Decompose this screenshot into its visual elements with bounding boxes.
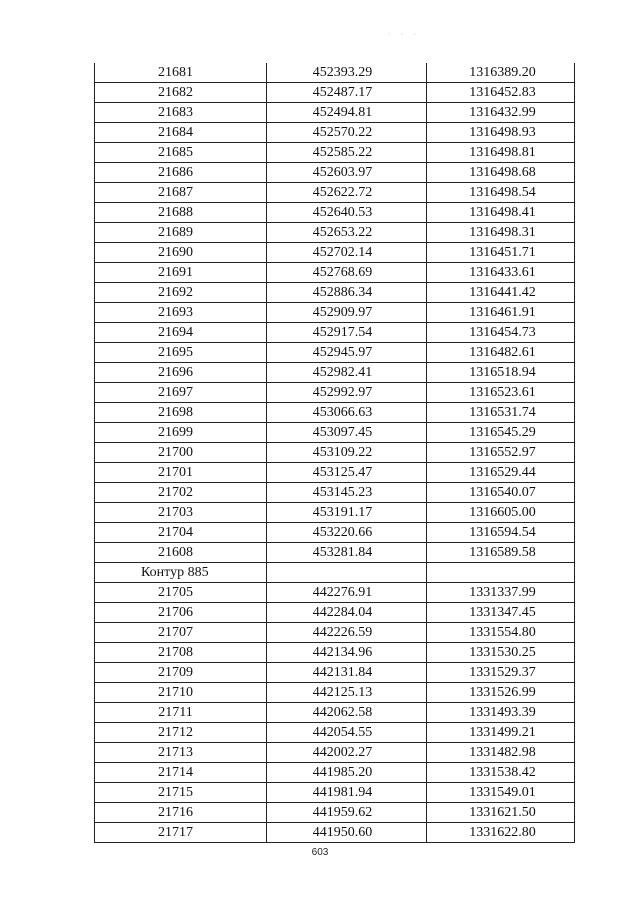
- y-coordinate-cell: 1316605.00: [427, 503, 575, 523]
- coordinates-table: [94, 63, 575, 843]
- x-coordinate-cell: 442284.04: [267, 603, 427, 623]
- y-coordinate-cell: 1316523.61: [427, 383, 575, 403]
- point-number-cell: 21691: [95, 263, 267, 283]
- y-coordinate-cell: 1316540.07: [427, 483, 575, 503]
- y-coordinate-cell: 1316531.74: [427, 403, 575, 423]
- x-coordinate-cell: 452945.97: [267, 343, 427, 363]
- x-coordinate-cell: 452393.29: [267, 63, 427, 83]
- x-coordinate-cell: 452702.14: [267, 243, 427, 263]
- point-number-cell: 21704: [95, 523, 267, 543]
- x-coordinate-cell: 452585.22: [267, 143, 427, 163]
- table-row: [95, 283, 575, 303]
- y-coordinate-cell: 1331549.01: [427, 783, 575, 803]
- table-row: [95, 803, 575, 823]
- table-row: [95, 583, 575, 603]
- point-number-cell: 21716: [95, 803, 267, 823]
- x-coordinate-cell: 452909.97: [267, 303, 427, 323]
- table-row: [95, 323, 575, 343]
- y-coordinate-cell: 1331347.45: [427, 603, 575, 623]
- point-number-cell: 21681: [95, 63, 267, 83]
- scan-artifact-mark: · · ·: [388, 30, 420, 39]
- x-coordinate-cell: 453191.17: [267, 503, 427, 523]
- table-row: [95, 663, 575, 683]
- table-row: [95, 183, 575, 203]
- x-coordinate-cell: 441950.60: [267, 823, 427, 843]
- point-number-cell: 21703: [95, 503, 267, 523]
- x-coordinate-cell: 442125.13: [267, 683, 427, 703]
- y-coordinate-cell: 1316545.29: [427, 423, 575, 443]
- table-row: [95, 343, 575, 363]
- y-coordinate-cell: 1316482.61: [427, 343, 575, 363]
- point-number-cell: 21701: [95, 463, 267, 483]
- y-coordinate-cell: 1331482.98: [427, 743, 575, 763]
- point-number-cell: 21712: [95, 723, 267, 743]
- x-coordinate-cell: 441985.20: [267, 763, 427, 783]
- table-row: [95, 363, 575, 383]
- point-number-cell: 21684: [95, 123, 267, 143]
- table-row: [95, 203, 575, 223]
- point-number-cell: 21682: [95, 83, 267, 103]
- x-coordinate-cell: 442276.91: [267, 583, 427, 603]
- table-row: [95, 163, 575, 183]
- y-coordinate-cell: 1316498.54: [427, 183, 575, 203]
- table-row: [95, 823, 575, 843]
- table-row: [95, 263, 575, 283]
- x-coordinate-cell: 453220.66: [267, 523, 427, 543]
- table-row: [95, 543, 575, 563]
- y-coordinate-cell: 1316432.99: [427, 103, 575, 123]
- table-row: [95, 423, 575, 443]
- x-coordinate-cell: 453281.84: [267, 543, 427, 563]
- table-row: [95, 683, 575, 703]
- x-coordinate-cell: 452992.97: [267, 383, 427, 403]
- table-row: [95, 603, 575, 623]
- point-number-cell: 21715: [95, 783, 267, 803]
- table-row: [95, 443, 575, 463]
- point-number-cell: 21714: [95, 763, 267, 783]
- x-coordinate-cell: 453066.63: [267, 403, 427, 423]
- table-row: [95, 243, 575, 263]
- y-coordinate-cell: 1331337.99: [427, 583, 575, 603]
- table-row: [95, 523, 575, 543]
- point-number-cell: 21717: [95, 823, 267, 843]
- x-coordinate-cell: 452886.34: [267, 283, 427, 303]
- point-number-cell: 21700: [95, 443, 267, 463]
- table-row: [95, 403, 575, 423]
- x-coordinate-cell: 442002.27: [267, 743, 427, 763]
- coordinates-table-container: [94, 63, 574, 843]
- table-row: [95, 103, 575, 123]
- x-coordinate-cell: 453145.23: [267, 483, 427, 503]
- y-coordinate-cell: 1316498.31: [427, 223, 575, 243]
- point-number-cell: 21699: [95, 423, 267, 443]
- point-number-cell: 21713: [95, 743, 267, 763]
- table-row: [95, 223, 575, 243]
- y-coordinate-cell: 1316461.91: [427, 303, 575, 323]
- point-number-cell: 21698: [95, 403, 267, 423]
- table-row: [95, 143, 575, 163]
- x-coordinate-cell: 442131.84: [267, 663, 427, 683]
- point-number-cell: 21705: [95, 583, 267, 603]
- y-coordinate-cell: 1316498.81: [427, 143, 575, 163]
- table-row: [95, 783, 575, 803]
- point-number-cell: 21692: [95, 283, 267, 303]
- y-coordinate-cell: 1331554.80: [427, 623, 575, 643]
- table-row: [95, 483, 575, 503]
- point-number-cell: 21687: [95, 183, 267, 203]
- x-coordinate-cell: 441981.94: [267, 783, 427, 803]
- y-coordinate-cell: 1316433.61: [427, 263, 575, 283]
- coordinates-table-body: [95, 63, 575, 843]
- table-row: [95, 63, 575, 83]
- x-coordinate-cell: 442134.96: [267, 643, 427, 663]
- table-row: [95, 383, 575, 403]
- table-row: [95, 503, 575, 523]
- empty-cell: [267, 563, 427, 583]
- point-number-cell: 21695: [95, 343, 267, 363]
- x-coordinate-cell: 442062.58: [267, 703, 427, 723]
- y-coordinate-cell: 1331538.42: [427, 763, 575, 783]
- x-coordinate-cell: 441959.62: [267, 803, 427, 823]
- y-coordinate-cell: 1316452.83: [427, 83, 575, 103]
- x-coordinate-cell: 453125.47: [267, 463, 427, 483]
- x-coordinate-cell: 452603.97: [267, 163, 427, 183]
- point-number-cell: 21686: [95, 163, 267, 183]
- x-coordinate-cell: 452768.69: [267, 263, 427, 283]
- table-row: [95, 763, 575, 783]
- point-number-cell: 21688: [95, 203, 267, 223]
- point-number-cell: 21608: [95, 543, 267, 563]
- y-coordinate-cell: 1316441.42: [427, 283, 575, 303]
- y-coordinate-cell: 1316529.44: [427, 463, 575, 483]
- y-coordinate-cell: 1316594.54: [427, 523, 575, 543]
- y-coordinate-cell: 1331622.80: [427, 823, 575, 843]
- y-coordinate-cell: 1316589.58: [427, 543, 575, 563]
- x-coordinate-cell: 442226.59: [267, 623, 427, 643]
- x-coordinate-cell: 452570.22: [267, 123, 427, 143]
- empty-cell: [427, 563, 575, 583]
- x-coordinate-cell: 452982.41: [267, 363, 427, 383]
- point-number-cell: 21707: [95, 623, 267, 643]
- y-coordinate-cell: 1331530.25: [427, 643, 575, 663]
- point-number-cell: 21689: [95, 223, 267, 243]
- table-row: [95, 623, 575, 643]
- x-coordinate-cell: 453097.45: [267, 423, 427, 443]
- x-coordinate-cell: 452653.22: [267, 223, 427, 243]
- table-row: [95, 303, 575, 323]
- y-coordinate-cell: 1316498.93: [427, 123, 575, 143]
- point-number-cell: 21690: [95, 243, 267, 263]
- table-row: [95, 703, 575, 723]
- y-coordinate-cell: 1331621.50: [427, 803, 575, 823]
- y-coordinate-cell: 1316498.68: [427, 163, 575, 183]
- table-row: [95, 743, 575, 763]
- y-coordinate-cell: 1331526.99: [427, 683, 575, 703]
- contour-label-cell: Контур 885: [95, 563, 267, 583]
- table-row: [95, 463, 575, 483]
- point-number-cell: 21694: [95, 323, 267, 343]
- x-coordinate-cell: 452487.17: [267, 83, 427, 103]
- y-coordinate-cell: 1316552.97: [427, 443, 575, 463]
- y-coordinate-cell: 1331493.39: [427, 703, 575, 723]
- point-number-cell: 21697: [95, 383, 267, 403]
- y-coordinate-cell: 1331499.21: [427, 723, 575, 743]
- point-number-cell: 21683: [95, 103, 267, 123]
- x-coordinate-cell: 452917.54: [267, 323, 427, 343]
- y-coordinate-cell: 1316518.94: [427, 363, 575, 383]
- point-number-cell: 21696: [95, 363, 267, 383]
- y-coordinate-cell: 1331529.37: [427, 663, 575, 683]
- table-row: [95, 83, 575, 103]
- y-coordinate-cell: 1316451.71: [427, 243, 575, 263]
- contour-header-row: [95, 563, 575, 583]
- point-number-cell: 21709: [95, 663, 267, 683]
- point-number-cell: 21693: [95, 303, 267, 323]
- point-number-cell: 21706: [95, 603, 267, 623]
- x-coordinate-cell: 442054.55: [267, 723, 427, 743]
- x-coordinate-cell: 452494.81: [267, 103, 427, 123]
- y-coordinate-cell: 1316498.41: [427, 203, 575, 223]
- point-number-cell: 21708: [95, 643, 267, 663]
- y-coordinate-cell: 1316389.20: [427, 63, 575, 83]
- table-row: [95, 723, 575, 743]
- y-coordinate-cell: 1316454.73: [427, 323, 575, 343]
- point-number-cell: 21710: [95, 683, 267, 703]
- point-number-cell: 21685: [95, 143, 267, 163]
- point-number-cell: 21711: [95, 703, 267, 723]
- point-number-cell: 21702: [95, 483, 267, 503]
- x-coordinate-cell: 452622.72: [267, 183, 427, 203]
- x-coordinate-cell: 453109.22: [267, 443, 427, 463]
- page-number: 603: [311, 847, 329, 858]
- table-row: [95, 643, 575, 663]
- x-coordinate-cell: 452640.53: [267, 203, 427, 223]
- table-row: [95, 123, 575, 143]
